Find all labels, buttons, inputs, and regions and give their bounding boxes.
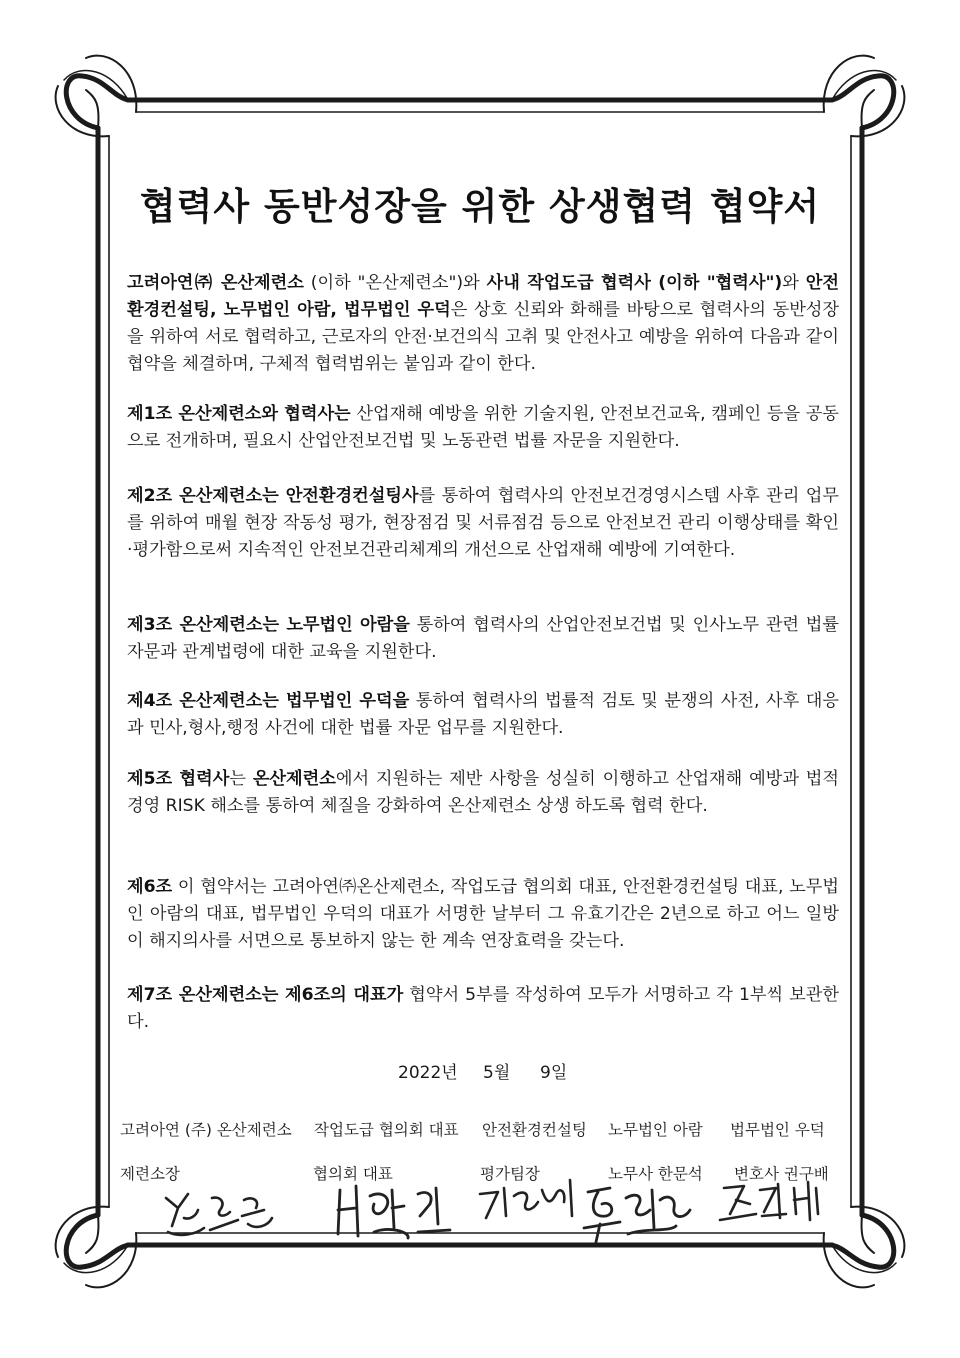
- intro-paragraph: [127, 270, 839, 378]
- signature-1: [160, 1180, 280, 1250]
- document-title: 협력사 동반성장을 위한 상생협력 협약서: [139, 185, 821, 228]
- signature-2: [330, 1176, 470, 1246]
- article-heading: 제1조 온산제련소와 협력사는: [127, 404, 351, 424]
- intro-text-1: (이하 "온산제련소")와: [303, 273, 487, 293]
- party-sub: 사내 작업도급 협력사 (이하 "협력사"): [486, 273, 783, 293]
- article-heading-2: 온산제련소: [252, 769, 336, 789]
- article-3: [127, 612, 839, 666]
- signature-5: [716, 1174, 826, 1230]
- date-year: 2022년: [398, 1063, 458, 1083]
- signature-3: [476, 1172, 586, 1228]
- intro-text-3: 은 상호 신뢰와 화해를 바탕으로 협력사의 동반성장을 위하여 서로 협력하고, 근로자의 안전·보건의식 고취 및 안전사고 예방을 위하여 다음과 같이 협약을 체결하며, 구체적 협력범위는 붙임과 같이 한다.: [127, 300, 840, 374]
- party-org-5: 법무법인 우덕: [730, 1121, 825, 1139]
- party-org-3: 안전환경컨설팅: [482, 1121, 587, 1139]
- signature-4: [580, 1176, 700, 1246]
- date-day: 9일: [540, 1063, 568, 1083]
- article-text: 통하여 협력사의 산업안전보건법 및 인사노무 관련 법률 자문과 관계법령에 대한 교육을 지원한다.: [127, 615, 839, 662]
- signer-title-5: 변호사 권구배: [734, 1165, 829, 1183]
- article-4: [127, 688, 839, 742]
- article-heading: 제4조 온산제련소는 법무법인 우덕을: [127, 691, 410, 711]
- article-text: 는: [229, 769, 253, 789]
- signer-title-4: 노무사 한문석: [608, 1165, 703, 1183]
- signer-title-1: 제련소장: [120, 1165, 180, 1183]
- article-text: 이 협약서는 고려아연㈜온산제련소, 작업도급 협의회 대표, 안전환경컨설팅 대표, 노무법인 아람의 대표, 법무법인 우덕의 대표가 서명한 날부터 그 유효기간은 2년으로 하고 어느 일방이 해지의사를 서면으로 통보하지 않는 한 계속 연장효력을 갖는다.: [127, 877, 839, 951]
- signer-title-2: 협의회 대표: [313, 1165, 393, 1183]
- article-2: [127, 483, 839, 564]
- article-text: 통하여 협력사의 법률적 검토 및 분쟁의 사전, 사후 대응과 민사,형사,행정 사건에 대한 법률 자문 업무를 지원한다.: [127, 691, 839, 738]
- article-heading: 제6조: [127, 877, 173, 897]
- article-6: [127, 874, 839, 955]
- party-org-4: 노무법인 아람: [608, 1121, 703, 1139]
- article-heading: 제2조 온산제련소는 안전환경컨설팅사: [127, 486, 419, 506]
- article-text-2: 에서 지원하는 제반 사항을 성실히 이행하고 산업재해 예방과 법적 경영 RISK 해소를 통하여 체질을 강화하여 온산제련소 상생 하도록 협력 한다.: [127, 769, 839, 816]
- party-org-1: 고려아연 (주) 온산제련소: [120, 1121, 292, 1139]
- article-text: 를 통하여 협력사의 안전보건경영시스템 사후 관리 업무를 위하여 매월 현장 작동성 평가, 현장점검 및 서류점검 등으로 안전보건 관리 이행상태를 확인·평가함으로써 지속적인 안전보건관리체계의 개선으로 산업재해 예방에 기여한다.: [127, 486, 840, 560]
- article-1: [127, 401, 839, 455]
- party-org-2: 작업도급 협의회 대표: [314, 1121, 459, 1139]
- article-text: 협약서 5부를 작성하여 모두가 서명하고 각 1부씩 보관한다.: [127, 985, 839, 1032]
- article-7: [127, 982, 839, 1036]
- party-others: 안전환경컨설팅, 노무법인 아람, 법무법인 우덕: [127, 273, 839, 320]
- party-main: 고려아연㈜ 온산제련소: [127, 273, 304, 293]
- article-heading: 제3조 온산제련소는 노무법인 아람을: [127, 615, 410, 635]
- article-heading: 제7조 온산제련소는 제6조의 대표가: [127, 985, 404, 1005]
- intro-text-2: 와: [782, 273, 806, 293]
- date-month: 5월: [483, 1063, 511, 1083]
- article-text: 산업재해 예방을 위한 기술지원, 안전보건교육, 캠페인 등을 공동으로 전개하며, 필요시 산업안전보건법 및 노동관련 법률 자문을 지원한다.: [127, 404, 839, 451]
- article-5: [127, 766, 839, 820]
- article-heading: 제5조 협력사: [127, 769, 230, 789]
- signer-title-3: 평가팀장: [480, 1165, 540, 1183]
